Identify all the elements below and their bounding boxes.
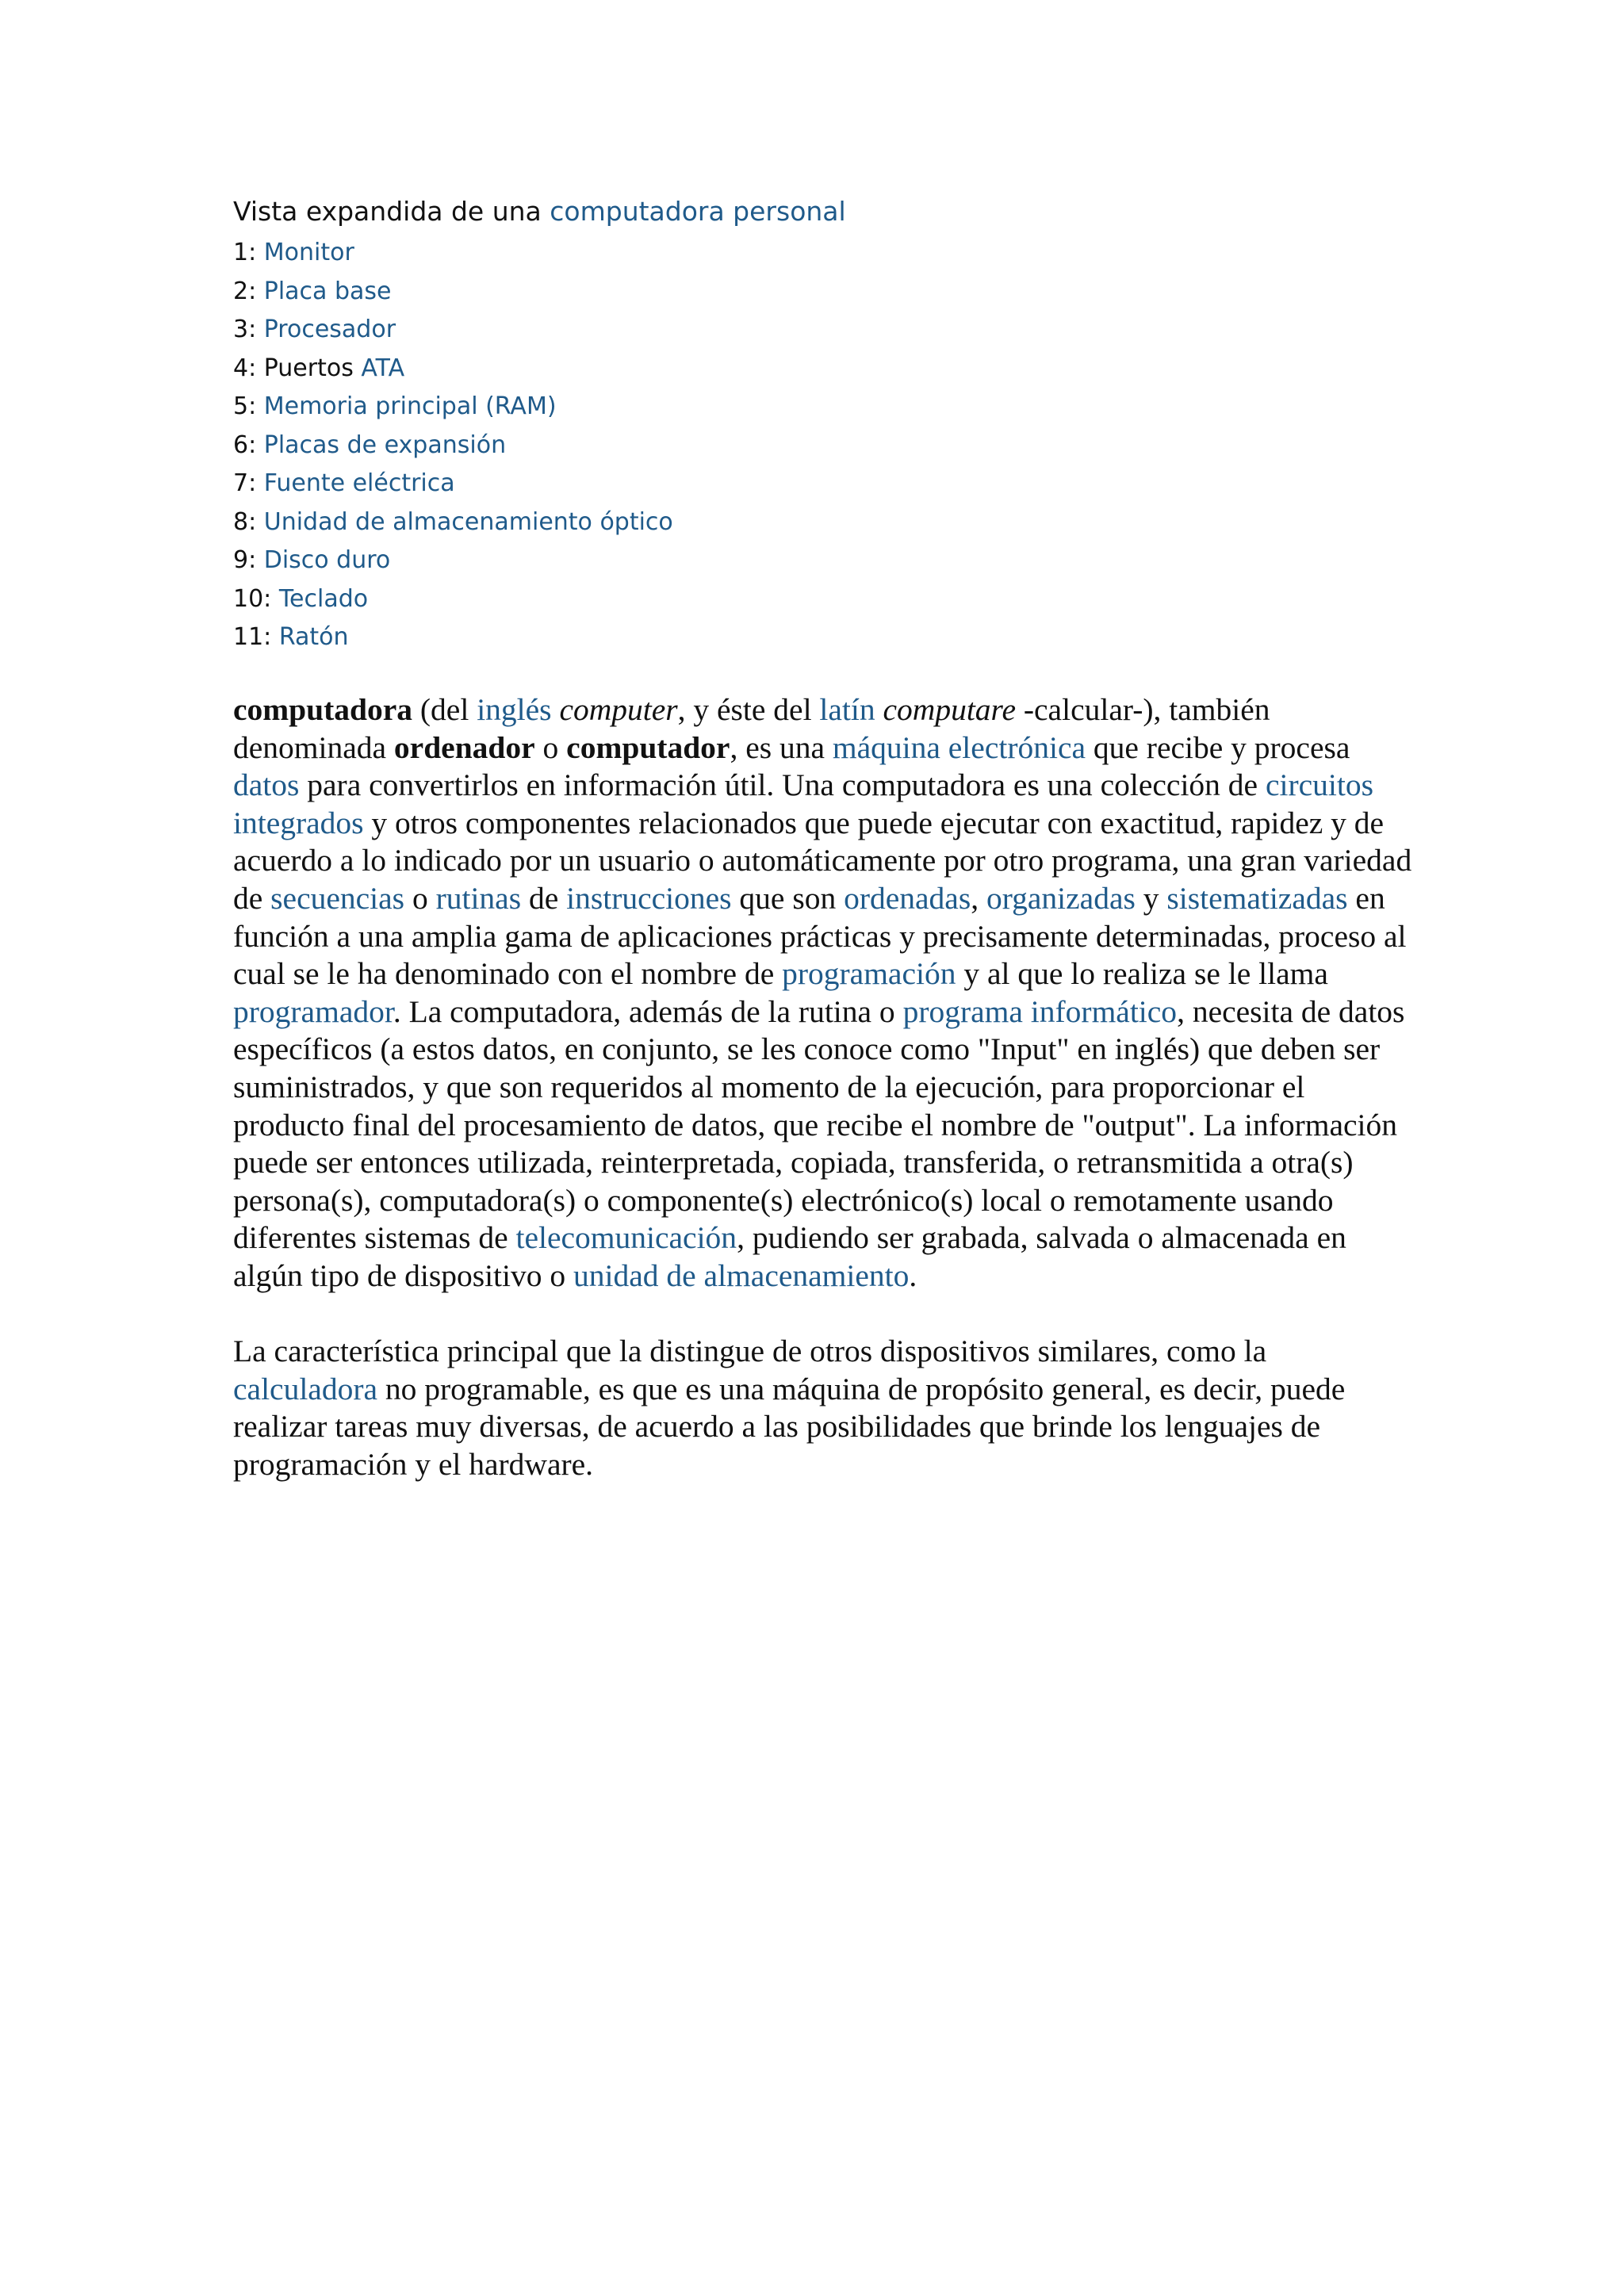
- component-link[interactable]: Memoria principal (RAM): [263, 392, 557, 420]
- article-paragraph: [233, 691, 1415, 1295]
- component-link[interactable]: Placas de expansión: [263, 430, 507, 459]
- article-text: [875, 692, 883, 727]
- article-text: y al que lo realiza se le llama: [956, 956, 1328, 992]
- component-number: 1:: [233, 239, 264, 266]
- article-link[interactable]: inglés: [477, 692, 552, 727]
- component-list: [233, 234, 1423, 657]
- article-link[interactable]: calculadora: [233, 1371, 378, 1406]
- article-text: para convertirlos en información útil. Una computadora es una colección de: [299, 767, 1266, 803]
- article-text: que son: [731, 880, 845, 916]
- article-link[interactable]: sistematizadas: [1166, 880, 1348, 916]
- article-link[interactable]: programa informático: [902, 993, 1178, 1029]
- article-link[interactable]: telecomunicación: [515, 1220, 737, 1256]
- article-link[interactable]: instrucciones: [566, 880, 732, 916]
- article-text: y: [1135, 880, 1167, 916]
- component-prefix: Puertos: [263, 354, 362, 382]
- component-number: 7:: [233, 469, 264, 497]
- article-text: La característica principal que la distingue de otros dispositivos similares, como la: [233, 1334, 1267, 1369]
- component-link[interactable]: Procesador: [263, 316, 396, 343]
- component-item: [233, 311, 1423, 350]
- component-number: 3:: [233, 316, 264, 343]
- component-link[interactable]: Unidad de almacenamiento óptico: [263, 507, 673, 536]
- caption-title-text: Vista expandida de una: [233, 196, 550, 227]
- article-body: [233, 691, 1415, 1521]
- italic-term: computer: [559, 692, 678, 727]
- article-link[interactable]: secuencias: [270, 880, 405, 916]
- article-text: (del: [412, 692, 477, 727]
- article-text: y otros componentes relacionados que puede ejecutar con exactitud, rapidez y de acuerdo a lo indicado por un usuario o automáticamente por otro programa, una gran variedad de: [233, 805, 1412, 916]
- component-item: [233, 388, 1423, 427]
- component-item: [233, 350, 1423, 388]
- component-item: [233, 273, 1423, 312]
- component-item: [233, 503, 1423, 542]
- article-text: ,: [971, 880, 986, 916]
- component-item: [233, 427, 1423, 465]
- component-link[interactable]: Placa base: [263, 277, 392, 305]
- component-number: 9:: [233, 546, 264, 574]
- bold-term: ordenador: [393, 729, 535, 765]
- article-text: de: [521, 880, 567, 916]
- article-text: , y éste del: [677, 692, 820, 727]
- article-text: no programable, es que es una máquina de propósito general, es decir, puede realizar tareas muy diversas, de acuerdo a las posibilidades que brinde los lenguajes de programación y el hardware.: [233, 1371, 1346, 1482]
- component-item: [233, 234, 1423, 273]
- component-link[interactable]: ATA: [361, 354, 405, 382]
- component-number: 4:: [233, 354, 264, 382]
- article-text: .: [909, 1257, 917, 1293]
- article-link[interactable]: ordenadas: [844, 880, 971, 916]
- component-number: 2:: [233, 277, 264, 305]
- article-text: -calcular-), también denominada: [233, 692, 1270, 765]
- component-item: [233, 465, 1423, 503]
- bold-term: computador: [566, 729, 730, 765]
- article-paragraph: [233, 1333, 1415, 1483]
- article-link[interactable]: organizadas: [986, 880, 1136, 916]
- component-number: 11:: [233, 623, 279, 651]
- article-text: . La computadora, además de la rutina o: [393, 993, 903, 1029]
- article-text: que recibe y procesa: [1086, 729, 1350, 765]
- article-link[interactable]: programación: [782, 956, 956, 992]
- component-link[interactable]: Monitor: [263, 239, 354, 266]
- article-link[interactable]: datos: [233, 767, 300, 803]
- component-item: [233, 541, 1423, 580]
- article-link[interactable]: circuitos integrados: [233, 767, 1373, 840]
- article-text: o: [404, 880, 436, 916]
- component-link[interactable]: Disco duro: [263, 546, 391, 574]
- image-caption: [233, 193, 1423, 657]
- component-item: [233, 618, 1423, 657]
- article-text: , es una: [730, 729, 833, 765]
- article-link[interactable]: latín: [819, 692, 875, 727]
- component-link[interactable]: Teclado: [278, 584, 369, 613]
- article-link[interactable]: programador: [233, 993, 393, 1029]
- italic-term: computare: [883, 692, 1016, 727]
- article-text: , pudiendo ser grabada, salvada o almacenada en algún tipo de dispositivo o: [233, 1220, 1346, 1293]
- article-text: o: [534, 729, 567, 765]
- component-number: 10:: [233, 584, 279, 613]
- component-number: 5:: [233, 392, 264, 420]
- article-link[interactable]: máquina electrónica: [832, 729, 1086, 765]
- component-link[interactable]: Fuente eléctrica: [263, 469, 455, 497]
- component-link[interactable]: Ratón: [278, 623, 349, 651]
- article-text: en función a una amplia gama de aplicaciones prácticas y precisamente determinadas, proceso al cual se le ha denominado con el nombre de: [233, 880, 1407, 992]
- bold-term: computadora: [233, 692, 413, 727]
- article-text: , necesita de datos específicos (a estos datos, en conjunto, se les conoce como "Input" en inglés) que deben ser suministrados, y que son requeridos al momento de la ejecución, para proporcionar el producto final del procesamiento de datos, que recibe el nombre de "output". La información puede ser entonces utilizada, reinterpretada, copiada, transferida, o retransmitida a otra(s) persona(s), computadora(s) o componente(s) electrónico(s) local o remotamente usando diferentes sistemas de: [233, 993, 1405, 1256]
- component-number: 8:: [233, 507, 264, 536]
- component-number: 6:: [233, 430, 264, 459]
- article-text: [552, 692, 560, 727]
- caption-title: [233, 193, 1423, 230]
- article-link[interactable]: unidad de almacenamiento: [573, 1257, 910, 1293]
- caption-title-link[interactable]: computadora personal: [550, 196, 846, 227]
- component-item: [233, 580, 1423, 619]
- article-link[interactable]: rutinas: [435, 880, 522, 916]
